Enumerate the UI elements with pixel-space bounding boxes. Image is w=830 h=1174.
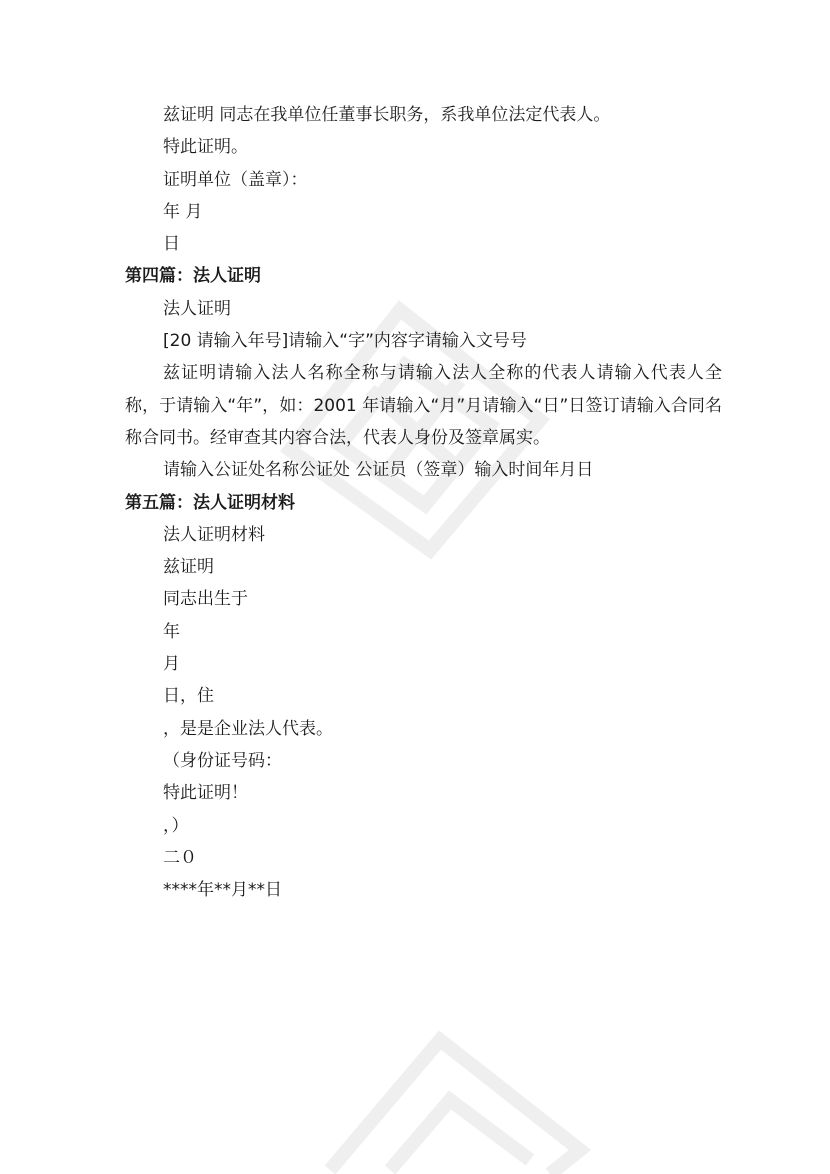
text-line: 同志出生于: [163, 589, 248, 610]
text-line: 特此证明。: [163, 137, 248, 158]
text-line: 日: [163, 234, 180, 255]
text-line: 月: [163, 654, 180, 675]
document-body: [125, 99, 725, 906]
section-heading: 第五篇：法人证明材料: [125, 492, 295, 513]
watermark-logo-icon: [300, 1000, 620, 1174]
reference-line: [20 请输入年号]请输入“字”内容字请输入文号号: [163, 331, 527, 352]
text-line: 年: [163, 621, 180, 642]
text-line: 年 月: [163, 201, 203, 222]
body-paragraph: 兹证明请输入法人名称全称与请输入法人全称的代表人请输入代表人全称，于请输入“年”，如：2001 年请输入“月”月请输入“日”日签订请输入合同名称合同书。经审查其内容合法，代表人身份及签章属实。: [125, 363, 722, 448]
section-title: 法人证明: [163, 298, 231, 319]
text-line: ，是是企业法人代表。: [163, 718, 333, 739]
text-line: 兹证明: [163, 557, 214, 578]
text-line: ，）: [163, 815, 189, 836]
date-line: ****年**月**日: [163, 880, 282, 901]
text-line: 二０: [163, 847, 197, 868]
text-line: （身份证号码：: [163, 750, 282, 771]
section-title: 法人证明材料: [163, 524, 265, 545]
text-line: 特此证明！: [163, 783, 248, 804]
text-line: 日，住: [163, 686, 214, 707]
notary-line: 请输入公证处名称公证处 公证员（签章）输入时间年月日: [163, 460, 594, 481]
text-line: 证明单位（盖章）：: [163, 169, 308, 190]
text-line: 兹证明 同志在我单位任董事长职务，系我单位法定代表人。: [163, 105, 611, 125]
section-heading: 第四篇：法人证明: [125, 266, 261, 287]
